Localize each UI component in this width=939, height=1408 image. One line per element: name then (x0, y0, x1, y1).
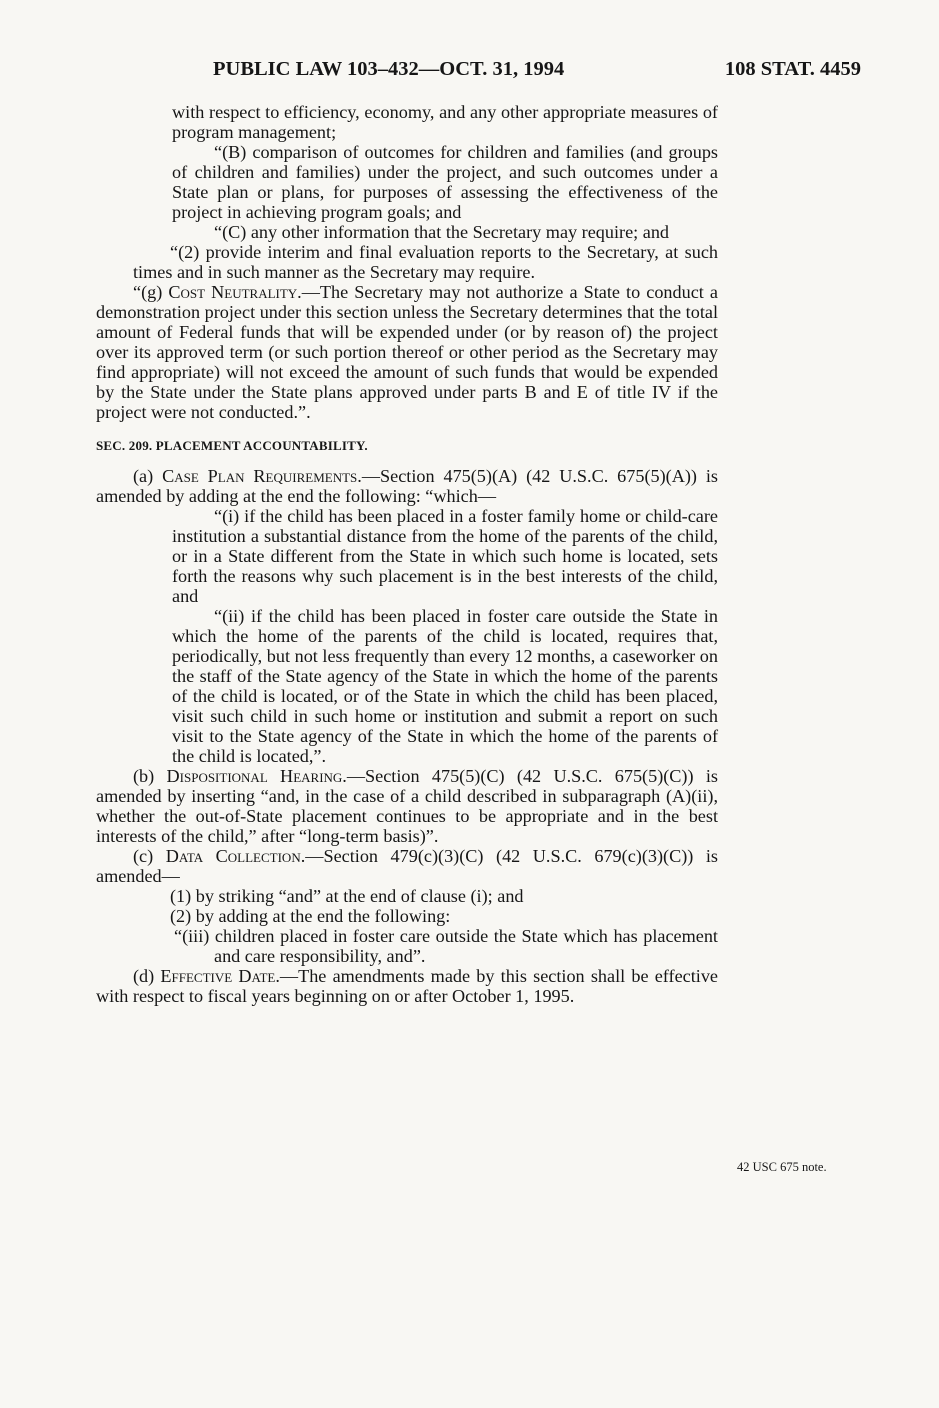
margin-note: 42 USC 675 note. (737, 1160, 827, 1174)
paragraph-text: —Section 479(c)(3)(C) (42 U.S.C. 679(c)(3)(C)) is amended— (96, 846, 719, 886)
paragraph (96, 466, 718, 506)
paragraph (96, 766, 718, 846)
paragraph: “(B) comparison of outcomes for children and families (and groups of children and families) under the project, and such outcomes under a State plan or plans, for purposes of assessing the effectiveness of the project in achieving program goals; and (172, 142, 718, 222)
paragraph (96, 846, 718, 886)
paragraph-text: —The amendments made by this section shall be effective with respect to fiscal years beginning on or after October 1, 1995. (96, 966, 719, 1006)
paragraph-lead: (c) (133, 846, 166, 866)
page-header (0, 58, 939, 86)
paragraph-text: —Section 475(5)(A) (42 U.S.C. 675(5)(A)) is amended by adding at the end the following: “which— (96, 466, 719, 506)
subsection-heading: Effective Date. (160, 966, 280, 986)
section-heading: SEC. 209. PLACEMENT ACCOUNTABILITY. (96, 438, 368, 453)
running-title: PUBLIC LAW 103–432—OCT. 31, 1994 (213, 58, 565, 80)
paragraph-text: —Section 475(5)(C) (42 U.S.C. 675(5)(C)) is amended by inserting “and, in the case of a child described in subparagraph (A)(ii), whether the out-of-State placement continues to be appropriate and in the best interests of the child,” after “long-term basis)”. (96, 766, 718, 846)
paragraph-lead: (b) (133, 766, 167, 786)
paragraph-lead: “(g) (133, 282, 169, 302)
paragraph (96, 282, 718, 422)
paragraph: “(i) if the child has been placed in a foster family home or child-care institution a substantial distance from the home of the parents of the child, or in a State different from the State in which such home is located, sets forth the reasons why such placement is in the best interests of the child, and (172, 506, 718, 606)
subsection-heading: Cost Neutrality. (168, 282, 302, 302)
paragraph: with respect to efficiency, economy, and any other appropriate measures of program management; (172, 102, 718, 142)
paragraph: “(iii) children placed in foster care outside the State which has placement and care responsibility, and”. (174, 926, 718, 966)
subsection-heading: Dispositional Hearing. (166, 766, 347, 786)
subsection-heading: Data Collection. (165, 846, 306, 866)
paragraph: (1) by striking “and” at the end of clause (i); and (170, 886, 524, 906)
paragraph-lead: (a) (133, 466, 163, 486)
paragraph: “(2) provide interim and final evaluation reports to the Secretary, at such times and in such manner as the Secretary may require. (133, 242, 718, 282)
paragraph: “(ii) if the child has been placed in foster care outside the State in which the home of the parents of the child is located, requires that, periodically, but not less frequently than every 12 months, a caseworker on the staff of the State agency of the State in which the home of the parents of the child is located, or of the State in which the child has been placed, visit such child in such home or institution and submit a report on such visit to the State agency of the State in which the home of the parents of the child is located,”. (172, 606, 718, 766)
paragraph (96, 966, 718, 1006)
paragraph: “(C) any other information that the Secretary may require; and (214, 222, 670, 242)
body-text (96, 102, 718, 1006)
paragraph: (2) by adding at the end the following: (170, 906, 451, 926)
stat-page-number: 108 STAT. 4459 (724, 58, 861, 80)
subsection-heading: Case Plan Requirements. (162, 466, 362, 486)
paragraph-text: —The Secretary may not authorize a State to conduct a demonstration project under this section unless the Secretary determines that the total amount of Federal funds that will be expended under (or by reason of) the project over its approved term (or such portion thereof or other period as the Secretary may find appropriate) will not exceed the amount of such funds that would be expended by the State under the State plans approved under parts B and E of title IV if the project were not conducted.”. (96, 282, 718, 422)
paragraph-lead: (d) (133, 966, 161, 986)
